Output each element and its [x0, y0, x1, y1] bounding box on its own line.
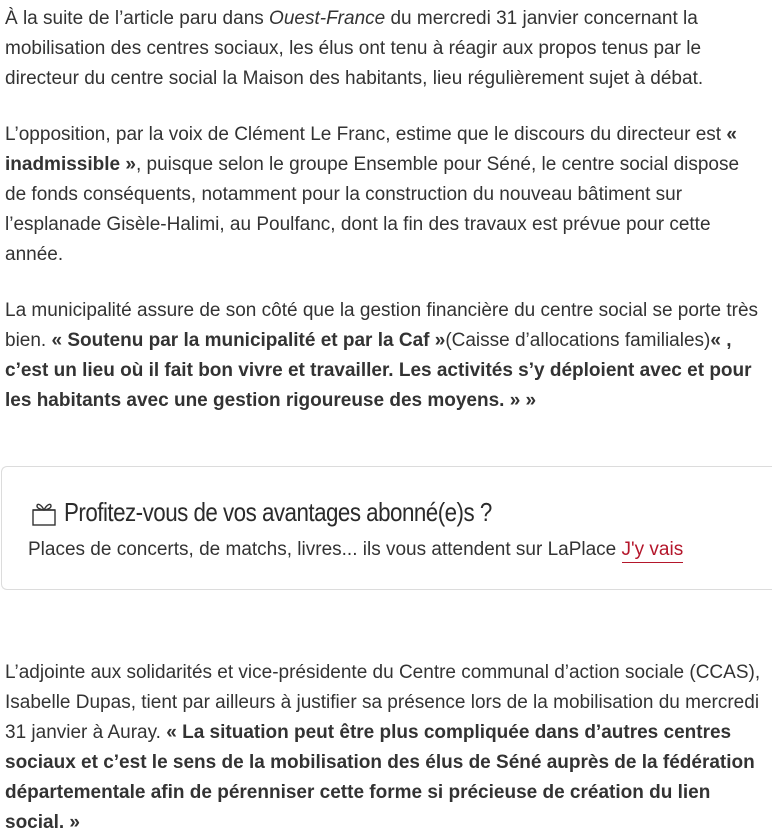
subscriber-promo-box	[1, 466, 772, 590]
paragraph-municipality-text-1: La municipalité assure de son côté que la gestion financière du centre social se porte très bien.	[5, 300, 759, 351]
paragraph-municipality-text-2: (Caisse d’allocations familiales)	[445, 330, 711, 351]
jy-vais-link[interactable]: J'y vais	[622, 539, 684, 563]
paragraph-ccas	[5, 658, 771, 838]
quote-inadmissible: « inadmissible »	[5, 124, 737, 175]
quote-municipality-2: « , c’est un lieu où il fait bon vivre et travailler. Les activités s’y déploient avec et pour les habitants avec une gestion rigoureuse des moyens. » »	[5, 330, 752, 411]
quote-municipality-1: « Soutenu par la municipalité et par la Caf »	[51, 330, 446, 351]
paragraph-opposition	[5, 120, 765, 270]
paragraph-opposition-text-1: L’opposition, par la voix de Clément Le Franc, estime que le discours du directeur est	[5, 124, 727, 145]
paragraph-intro-text-2: du mercredi 31 janvier concernant la mobilisation des centres sociaux, les élus ont tenu à réagir aux propos tenus par le directeur du centre social la Maison des habitants, lieu régulièrement sujet à débat.	[5, 8, 704, 89]
paragraph-municipality	[5, 296, 765, 416]
promo-heading	[30, 497, 561, 528]
paragraph-intro	[5, 4, 765, 94]
promo-text: Places de concerts, de matchs, livres... ils vous attendent sur LaPlace	[28, 539, 622, 560]
paragraph-ccas-text-1: L’adjointe aux solidarités et vice-présidente du Centre communal d’action sociale (CCAS), Isabelle Dupas, tient par ailleurs à justifier sa présence lors de la mobilisation du mercredi 31 janvier à Auray.	[5, 662, 761, 743]
promo-title: Profitez-vous de vos avantages abonné(e)s ?	[64, 497, 492, 527]
quote-ccas: « La situation peut être plus compliquée dans d’autres centres sociaux et c’est le sens de la mobilisation des élus de Séné auprès de la fédération départementale afin de pérenniser cette forme si précieuse de création du lien social. »	[5, 722, 755, 833]
promo-description	[28, 539, 683, 561]
paragraph-intro-text-1: À la suite de l’article paru dans	[5, 8, 270, 29]
newspaper-name: Ouest-France	[269, 8, 386, 29]
gift-icon	[30, 499, 58, 527]
paragraph-opposition-text-2: , puisque selon le groupe Ensemble pour Séné, le centre social dispose de fonds conséquents, notamment pour la construction du nouveau bâtiment sur l’esplanade Gisèle-Halimi, au Poulfanc, dont la fin des travaux est prévue pour cette année.	[5, 154, 740, 265]
